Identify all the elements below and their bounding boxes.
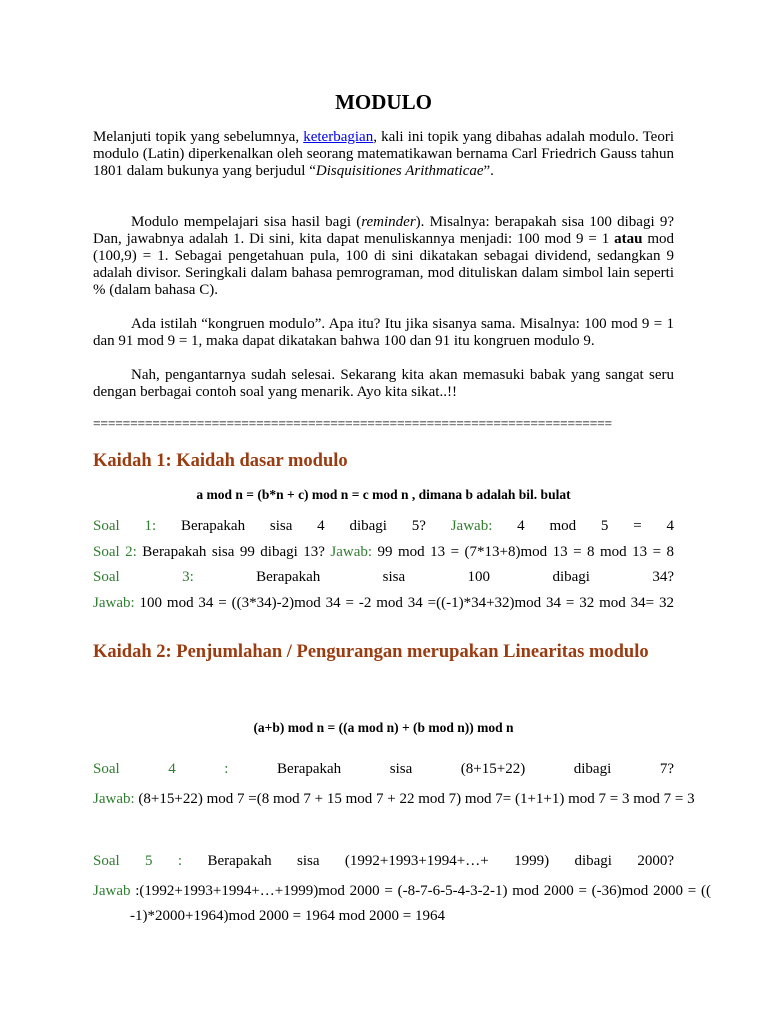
keterbagian-link[interactable]: keterbagian [303, 129, 374, 145]
soal1-answer: 4 mod 5 = 4 [492, 518, 674, 534]
soal4-jawab-label: Jawab: [93, 791, 135, 807]
soal5-question: Berapakah sisa (1992+1993+1994+…+ 1999) dibagi 2000? [182, 853, 675, 869]
soal1-label: Soal 1: [93, 518, 157, 534]
para1-text-a: Modulo mempelajari sisa hasil bagi ( [131, 214, 362, 230]
paragraph-kongruen: Ada istilah “kongruen modulo”. Apa itu? Itu jika sisanya sama. Misalnya: 100 mod 9 = 1 dan 91 mod 9 = 1, maka dapat dikatakan bahwa 100 dan 91 itu kongruen modulo 9. [93, 316, 674, 349]
term-reminder: reminder [361, 214, 416, 230]
kaidah1-formula: a mod n = (b*n + c) mod n = c mod n , dimana b adalah bil. bulat [196, 487, 571, 502]
intro-text-end: ”. [483, 163, 494, 179]
soal3-line [93, 569, 674, 586]
soal4-answer: (8+15+22) mod 7 =(8 mod 7 + 15 mod 7 + 22 mod 7) mod 7= (1+1+1) mod 7 = 3 mod 7 = 3 [134, 791, 695, 807]
soal2-line [93, 544, 674, 561]
intro-paragraph [93, 129, 674, 180]
soal4-label: Soal 4 : [93, 761, 229, 777]
kaidah2-heading: Kaidah 2: Penjumlahan / Pengurangan merupakan Linearitas modulo [93, 642, 649, 662]
page-title: MODULO [335, 90, 432, 114]
intro-text-continued: , kali ini topik yang dibahas adalah modulo. Teori modulo (Latin) diperkenalkan oleh seorang matematikawan bernama Carl Friedrich Gauss tahun 1801 dalam bukunya yang berjudul “ [93, 129, 675, 179]
soal4-line [93, 761, 674, 778]
soal1-question: Berapakah sisa 4 dibagi 5? [156, 518, 451, 534]
book-title: Disquisitiones Arithmaticae [315, 163, 484, 179]
soal1-line [93, 518, 674, 535]
paragraph-intro-end: Nah, pengantarnya sudah selesai. Sekarang kita akan memasuki babak yang sangat seru dengan berbagai contoh soal yang menarik. Ayo kita sikat..!! [93, 367, 674, 400]
separator-line: ====================================================================== [93, 416, 612, 431]
soal5-answer-block [93, 879, 711, 929]
soal2-jawab-label: Jawab: [330, 544, 373, 560]
bold-atau: atau [614, 231, 643, 247]
soal5-line [93, 853, 674, 870]
intro-text: Melanjuti topik yang sebelumnya, [93, 129, 304, 145]
soal5-answer: :(1992+1993+1994+…+1999)mod 2000 = (-8-7-6-5-4-3-2-1) mod 2000 = (-36)mod 2000 = (( -1)*2000+1964)mod 2000 = 1964 mod 2000 = 1964 [130, 883, 711, 924]
soal4-answer-block [93, 787, 711, 812]
soal2-question: Berapakah sisa 99 dibagi 13? [136, 544, 331, 560]
soal5-jawab-label: Jawab [93, 883, 131, 899]
soal3-answer-line [93, 595, 674, 612]
soal3-label: Soal 3: [93, 569, 194, 585]
kaidah1-heading: Kaidah 1: Kaidah dasar modulo [93, 451, 348, 471]
soal2-answer: 99 mod 13 = (7*13+8)mod 13 = 8 mod 13 = 8 [372, 544, 674, 560]
paragraph-modulo-definition [93, 214, 674, 299]
soal3-answer: 100 mod 34 = ((3*34)-2)mod 34 = -2 mod 34 =((-1)*34+32)mod 34 = 32 mod 34= 32 [134, 595, 674, 611]
soal5-label: Soal 5 : [93, 853, 183, 869]
soal1-jawab-label: Jawab: [450, 518, 493, 534]
kaidah2-formula: (a+b) mod n = ((a mod n) + (b mod n)) mod n [253, 720, 514, 735]
soal3-jawab-label: Jawab: [93, 595, 135, 611]
soal3-question: Berapakah sisa 100 dibagi 34? [193, 569, 674, 585]
para1-text-b: ). Misalnya: berapakah sisa 100 dibagi 9? Dan, jawabnya adalah 1. Di sini, kita dapat menuliskannya menjadi: 100 mod 9 = 1 [93, 214, 675, 247]
soal4-question: Berapakah sisa (8+15+22) dibagi 7? [228, 761, 674, 777]
para1-text-c: mod (100,9) = 1. Sebagai pengetahuan pula, 100 di sini dikatakan sebagai dividend, sedangkan 9 adalah divisor. Seringkali dalam bahasa pemrograman, mod dituliskan dalam simbol lain seperti % (dalam bahasa C). [93, 231, 674, 298]
soal2-label: Soal 2: [93, 544, 137, 560]
